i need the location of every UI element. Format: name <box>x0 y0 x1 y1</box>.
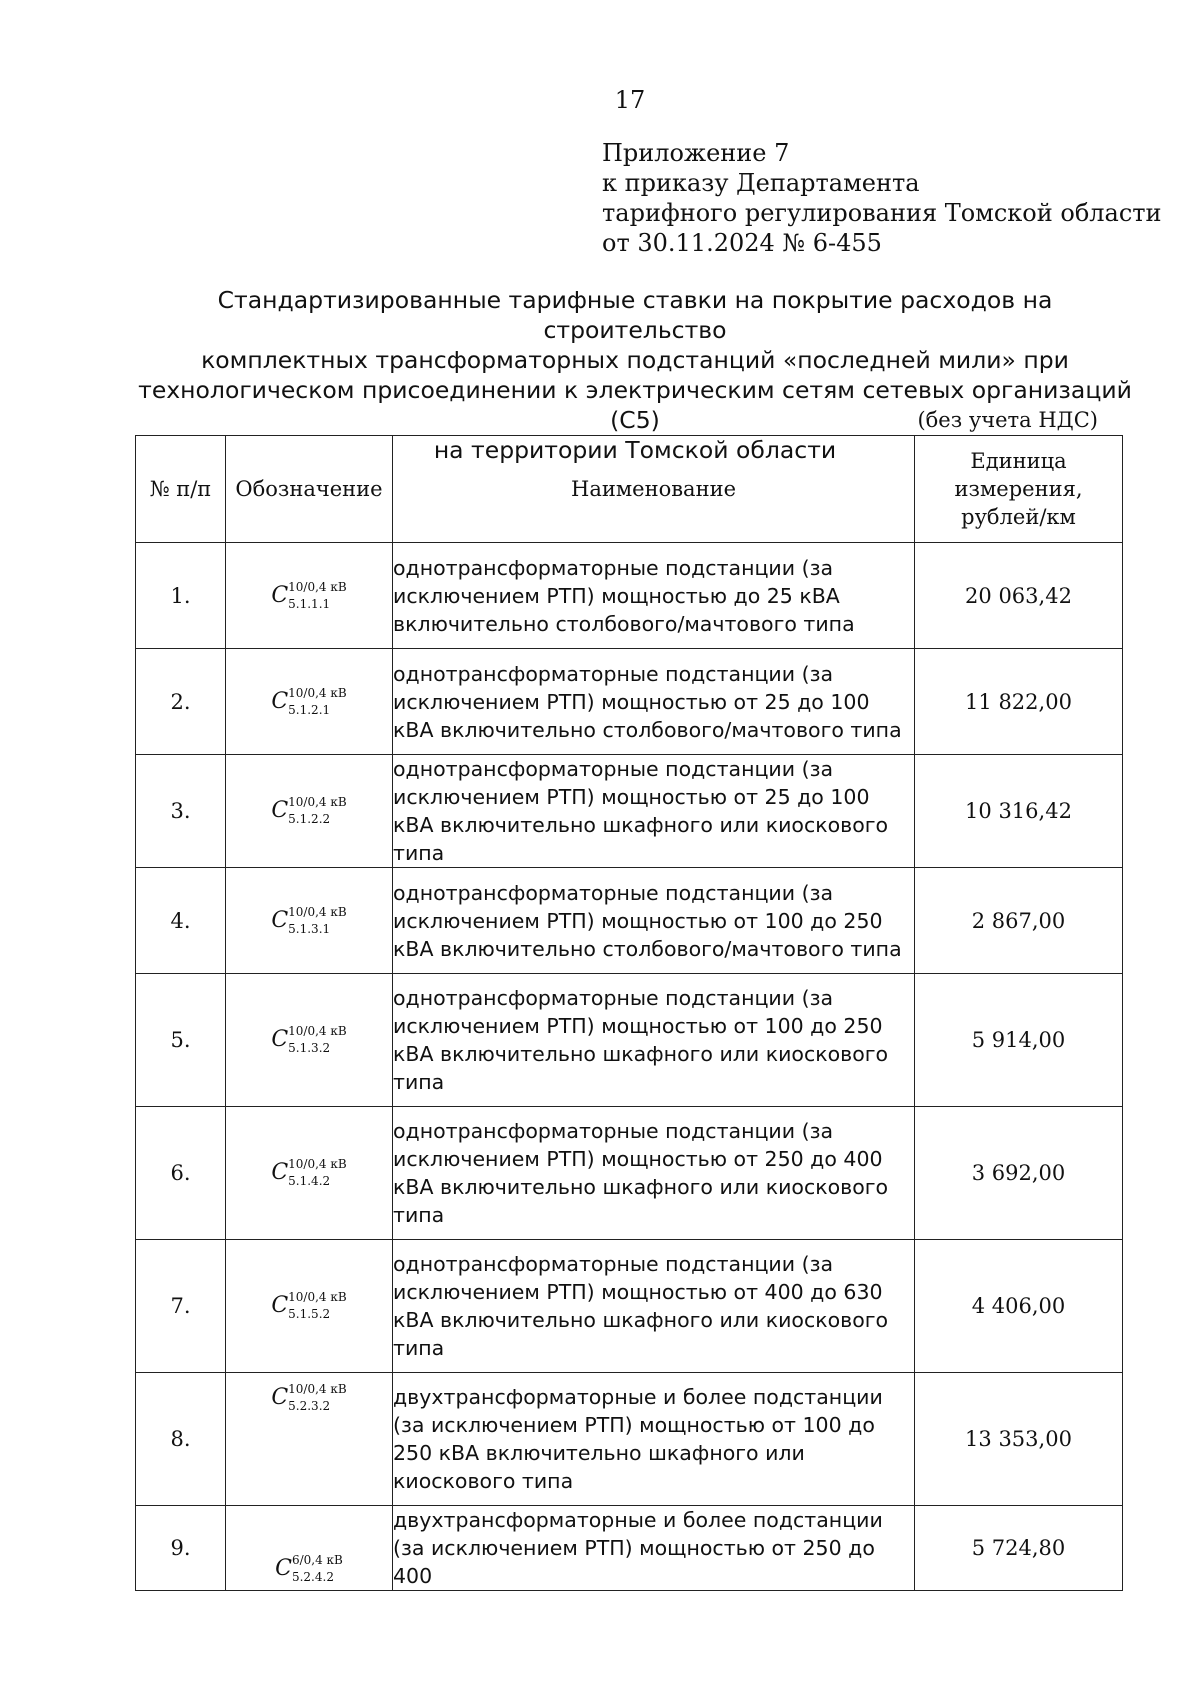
tariff-symbol <box>271 1290 347 1321</box>
header-code: Обозначение <box>226 436 393 543</box>
symbol-subscript: 5.2.4.2 <box>291 1570 334 1584</box>
header-number: № п/п <box>136 436 226 543</box>
row-code <box>226 1107 393 1240</box>
row-number: 5. <box>136 974 226 1107</box>
symbol-superscript: 10/0,4 кВ <box>288 1157 347 1171</box>
symbol-subscript: 5.1.4.2 <box>288 1174 331 1188</box>
appendix-block <box>602 138 1162 258</box>
row-name: однотрансформаторные подстанции (за исключением РТП) мощностью от 100 до 250 кВА включительно шкафного или киоскового типа <box>393 974 915 1107</box>
symbol-superscript: 10/0,4 кВ <box>288 1290 347 1304</box>
row-code <box>226 543 393 649</box>
page-number: 17 <box>614 86 646 114</box>
row-price: 11 822,00 <box>915 649 1123 755</box>
row-name: однотрансформаторные подстанции (за исключением РТП) мощностью от 100 до 250 кВА включительно столбового/мачтового типа <box>393 868 915 974</box>
title-line: комплектных трансформаторных подстанций «последней мили» при <box>201 346 1069 374</box>
symbol-base: C <box>271 582 289 608</box>
row-name: двухтрансформаторные и более подстанции (за исключением РТП) мощностью от 100 до 250 кВА включительно шкафного или киоскового типа <box>393 1373 915 1506</box>
tariff-symbol <box>271 795 347 826</box>
header-unit-line: рублей/км <box>961 505 1076 529</box>
tariff-symbol <box>271 1024 347 1055</box>
row-number: 1. <box>136 543 226 649</box>
symbol-superscript: 10/0,4 кВ <box>288 685 347 700</box>
symbol-superscript: 10/0,4 кВ <box>288 904 347 919</box>
title-line: технологическом присоединении к электрическим сетям сетевых организаций (С5) <box>138 376 1132 434</box>
row-name: однотрансформаторные подстанции (за исключением РТП) мощностью до 25 кВА включительно столбового/мачтового типа <box>393 543 915 649</box>
appendix-line: Приложение 7 <box>602 139 790 167</box>
symbol-base: C <box>275 1556 292 1581</box>
row-price: 5 914,00 <box>915 974 1123 1107</box>
symbol-superscript: 10/0,4 кВ <box>288 795 347 809</box>
tariff-symbol <box>271 685 347 717</box>
symbol-superscript: 10/0,4 кВ <box>288 1382 347 1396</box>
appendix-line: от 30.11.2024 № 6-455 <box>602 229 882 257</box>
symbol-superscript: 10/0,4 кВ <box>288 1024 347 1038</box>
symbol-base: C <box>271 1027 289 1052</box>
tariff-symbol <box>271 904 347 936</box>
table-row <box>136 649 1123 755</box>
symbol-base: C <box>271 798 289 823</box>
title-line: на территории Томской области <box>433 436 837 464</box>
tariff-symbol <box>271 1382 347 1413</box>
tariff-symbol <box>271 579 347 611</box>
row-price: 10 316,42 <box>915 755 1123 868</box>
symbol-subscript: 5.1.1.1 <box>288 596 331 611</box>
symbol-base: C <box>271 1160 289 1185</box>
row-code <box>226 1506 393 1591</box>
header-unit-line: Единица <box>970 449 1067 473</box>
header-unit <box>915 436 1123 543</box>
row-number: 2. <box>136 649 226 755</box>
row-number: 3. <box>136 755 226 868</box>
symbol-superscript: 6/0,4 кВ <box>291 1553 343 1567</box>
table-row <box>136 974 1123 1107</box>
table-header-row <box>136 436 1123 543</box>
row-price: 3 692,00 <box>915 1107 1123 1240</box>
tariff-table <box>135 435 1123 1591</box>
row-code <box>226 974 393 1107</box>
symbol-subscript: 5.1.2.1 <box>288 702 331 717</box>
row-name: однотрансформаторные подстанции (за исключением РТП) мощностью от 25 до 100 кВА включительно столбового/мачтового типа <box>393 649 915 755</box>
symbol-subscript: 5.1.5.2 <box>288 1307 331 1321</box>
table-row <box>136 755 1123 868</box>
row-name: однотрансформаторные подстанции (за исключением РТП) мощностью от 25 до 100 кВА включительно шкафного или киоскового типа <box>393 755 915 868</box>
tariff-symbol <box>275 1553 343 1584</box>
symbol-superscript: 10/0,4 кВ <box>288 579 347 594</box>
row-number: 4. <box>136 868 226 974</box>
table-row <box>136 868 1123 974</box>
row-number: 7. <box>136 1240 226 1373</box>
symbol-subscript: 5.1.3.1 <box>288 921 331 936</box>
row-code <box>226 755 393 868</box>
row-code <box>226 868 393 974</box>
symbol-subscript: 5.2.3.2 <box>288 1399 331 1413</box>
row-name: двухтрансформаторные и более подстанции (за исключением РТП) мощностью от 250 до 400 <box>393 1506 915 1591</box>
symbol-base: C <box>271 1385 289 1410</box>
symbol-base: C <box>271 907 289 933</box>
table-row <box>136 1506 1123 1591</box>
row-name: однотрансформаторные подстанции (за исключением РТП) мощностью от 400 до 630 кВА включительно шкафного или киоскового типа <box>393 1240 915 1373</box>
row-price: 2 867,00 <box>915 868 1123 974</box>
table-row <box>136 1107 1123 1240</box>
vat-note: (без учета НДС) <box>917 408 1098 432</box>
header-unit-line: измерения, <box>954 477 1083 501</box>
row-price: 4 406,00 <box>915 1240 1123 1373</box>
row-price: 20 063,42 <box>915 543 1123 649</box>
symbol-base: C <box>271 1293 289 1318</box>
symbol-subscript: 5.1.3.2 <box>288 1041 331 1055</box>
row-price: 5 724,80 <box>915 1506 1123 1591</box>
header-name: Наименование <box>393 436 915 543</box>
appendix-line: к приказу Департамента <box>602 169 920 197</box>
row-name: однотрансформаторные подстанции (за исключением РТП) мощностью от 250 до 400 кВА включительно шкафного или киоскового типа <box>393 1107 915 1240</box>
table-row <box>136 543 1123 649</box>
symbol-subscript: 5.1.2.2 <box>288 812 331 826</box>
row-code <box>226 649 393 755</box>
row-number: 9. <box>136 1506 226 1591</box>
row-code <box>226 1373 393 1506</box>
row-number: 6. <box>136 1107 226 1240</box>
row-code <box>226 1240 393 1373</box>
symbol-base: C <box>271 688 289 714</box>
row-number: 8. <box>136 1373 226 1506</box>
table-row <box>136 1373 1123 1506</box>
row-price: 13 353,00 <box>915 1373 1123 1506</box>
appendix-line: тарифного регулирования Томской области <box>602 199 1162 227</box>
table-row <box>136 1240 1123 1373</box>
title-line: Стандартизированные тарифные ставки на покрытие расходов на строительство <box>217 286 1053 344</box>
tariff-symbol <box>271 1157 347 1188</box>
